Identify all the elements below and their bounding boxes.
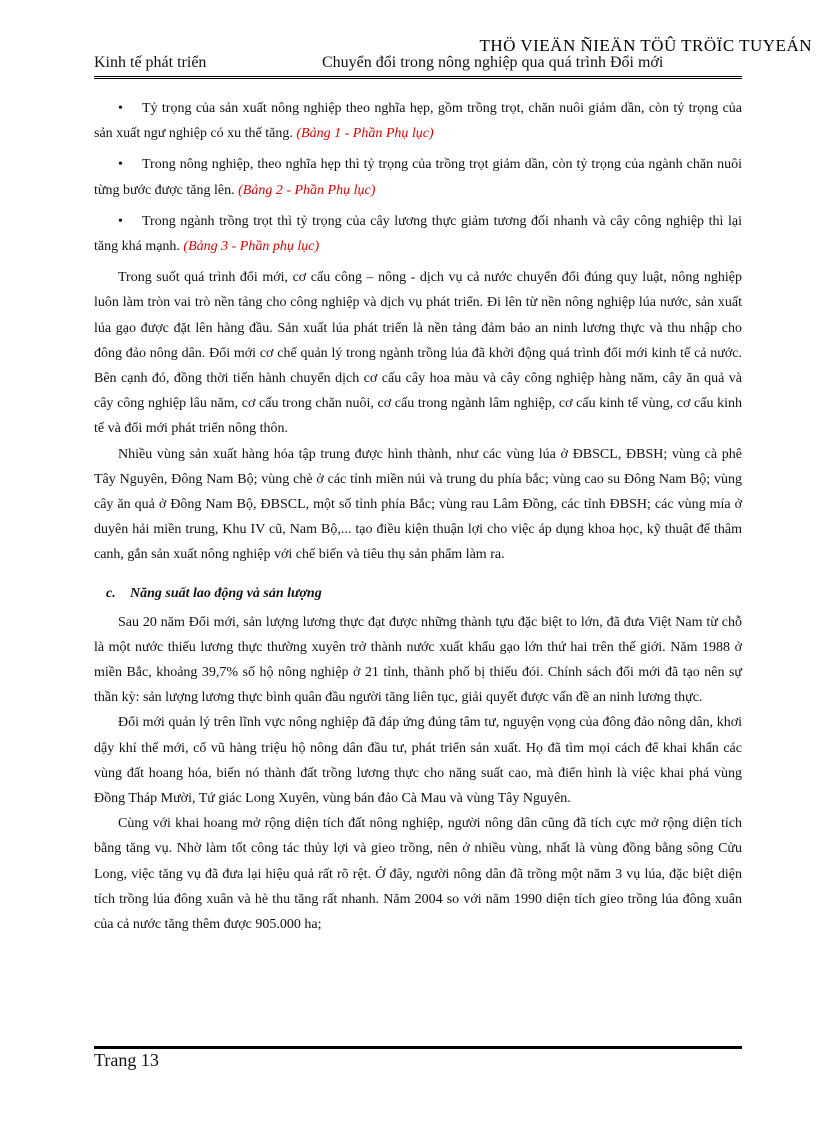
body-paragraph: Nhiều vùng sản xuất hàng hóa tập trung được hình thành, như các vùng lúa ở ĐBSCL, ĐBSH; vùng cà phê Tây Nguyên, Đông Nam Bộ; vùng chè ở các tỉnh miền núi và trung du phía bắc; vùng cao su Đông Nam Bộ; vùng cây ăn quả ở Đông Nam Bộ, ĐBSCL, một số tỉnh phía Bắc; vùng rau Lâm Đồng, các tỉnh ĐBSH; các vùng mía ở duyên hải miền trung, Khu IV cũ, Nam Bộ,... tạo điều kiện thuận lợi cho việc áp dụng khoa học, kỹ thuật để thâm canh, gắn sản xuất nông nghiệp với chế biến và tiêu thụ sản phẩm làm ra.: [94, 446, 742, 563]
body-paragraph: Đổi mới quản lý trên lĩnh vực nông nghiệp đã đáp ứng đúng tâm tư, nguyện vọng của đông đảo nông dân, khơi dậy khí thế mới, cổ vũ hàng triệu hộ nông dân đầu tư, phát triển sản xuất. Họ đã tìm mọi cách để khai khẩn các vùng đất hoang hóa, biến nó thành đất trồng lương thực cho năng suất cao, mà điển hình là việc khai phá vùng Đồng Tháp Mười, Tứ giác Long Xuyên, vùng bán đảo Cà Mau và vùng Tây Nguyên.: [94, 715, 742, 807]
table-reference: (Bảng 1 - Phần Phụ lục): [296, 126, 434, 142]
table-reference: (Bảng 3 - Phần phụ lục): [183, 239, 320, 255]
bullet-icon: •: [118, 101, 123, 116]
body-paragraph: Sau 20 năm Đổi mới, sản lượng lương thực đạt được những thành tựu đặc biệt to lớn, đã đưa Việt Nam từ chỗ là một nước thiếu lương thực thường xuyên trở thành nước xuất khẩu gạo lớn thứ hai trên thế giới. Năm 1988 ở miền Bắc, khoảng 39,7% số hộ nông nghiệp ở 21 tỉnh, thành phố bị thiếu đói. Chính sách đổi mới đã tạo nên sự thần kỳ: sản lượng lương thực bình quân đầu người tăng liên tục, giải quyết được vấn đề an ninh lương thực.: [94, 614, 742, 706]
bullet-icon: •: [118, 157, 123, 173]
bullet-item: [94, 96, 742, 146]
body-paragraph: Trong suốt quá trình đổi mới, cơ cấu công – nông - dịch vụ cả nước chuyển đổi đúng quy luật, nông nghiệp luôn làm tròn vai trò nền tảng cho công nghiệp và dịch vụ phát triển. Đi lên từ nền nông nghiệp lúa nước, sản xuất lúa gạo được đặt lên hàng đầu. Sản xuất lúa phát triển là nền tảng đảm bảo an ninh lương thực và thu nhập cho đông đảo nông dân. Đổi mới cơ chế quản lý trong ngành trồng lúa đã khởi động quá trình đổi mới kinh tế cả nước. Bên cạnh đó, đồng thời tiến hành chuyển dịch cơ cấu cây hoa màu và cây công nghiệp hàng năm, cây ăn quả và cây công nghiệp lâu năm, cơ cấu trong chăn nuôi, cơ cấu trong ngành lâm nghiệp, cơ cấu kinh tế vùng, cơ cấu kinh tế và đổi mới phát triển nông thôn.: [94, 270, 742, 437]
page-header: [94, 52, 742, 79]
table-reference: (Bảng 2 - Phần Phụ lục): [238, 182, 376, 198]
body-paragraph: Cùng với khai hoang mở rộng diện tích đất nông nghiệp, người nông dân cũng đã tích cực mở rộng diện tích bằng tăng vụ. Nhờ làm tốt công tác thủy lợi và gieo trồng, nên ở nhiều vùng, nhất là vùng đồng bằng sông Cửu Long, việc tăng vụ đã đưa lại hiệu quả rất rõ rệt. Ở đây, người nông dân đã trồng một năm 3 vụ lúa, đặc biệt diện tích trồng lúa đông xuân và hè thu tăng rất nhanh. Năm 2004 so với năm 1990 diện tích gieo trồng lúa đông xuân của cả nước tăng thêm được 905.000 ha;: [94, 816, 742, 933]
document-body: [94, 96, 742, 937]
bullet-item: [94, 209, 742, 259]
bullet-text: Tỷ trọng của sản xuất nông nghiệp theo nghĩa hẹp, gồm trồng trọt, chăn nuôi giảm dần, còn tỷ trọng của sản xuất ngư nghiệp có xu thế tăng.: [94, 101, 742, 142]
bullet-text: Trong ngành trồng trọt thì tỷ trọng của cây lương thực giảm tương đối nhanh và cây công nghiệp thì lại tăng khá mạnh.: [94, 213, 742, 255]
section-heading: [94, 578, 742, 610]
header-chapter-title: Chuyển đổi trong nông nghiệp qua quá trình Đổi mới: [322, 54, 664, 71]
header-subject: Kinh tế phát triển: [94, 54, 207, 71]
library-watermark: THÖ VIEÄN ÑIEÄN TÖÛ TRÖÏC TUYEÁN: [479, 36, 812, 55]
section-title: Năng suất lao động và sản lượng: [130, 585, 322, 601]
bullet-icon: •: [118, 213, 123, 229]
bullet-item: [94, 152, 742, 202]
bullet-text: Trong nông nghiệp, theo nghĩa hẹp thì tỷ trọng của trồng trọt giảm dần, còn tỷ trọng của ngành chăn nuôi từng bước được tăng lên.: [94, 157, 742, 198]
page-number: Trang 13: [94, 1050, 159, 1070]
section-letter: c.: [106, 585, 116, 601]
footer-divider: [94, 1046, 742, 1049]
